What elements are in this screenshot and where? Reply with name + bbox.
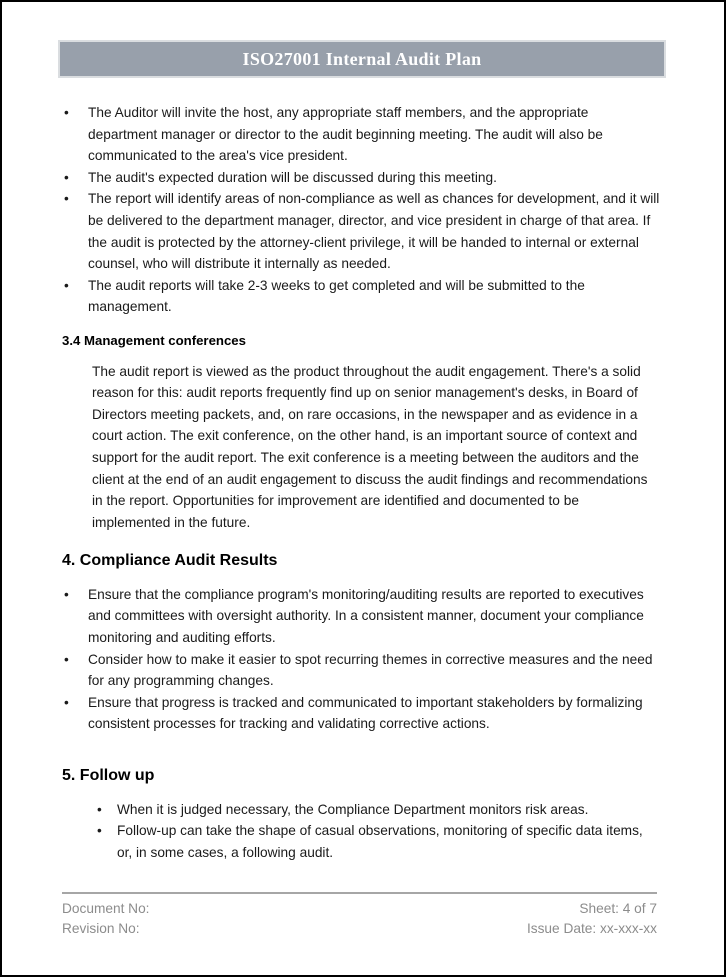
document-body (2, 102, 724, 863)
bullet-icon: • (97, 801, 102, 817)
heading-follow-up: 5. Follow up (62, 767, 155, 785)
bullet-icon: • (64, 694, 69, 710)
list-item-text: Ensure that the compliance program's monitoring/auditing results are reported to executives and committees with oversight authority. In a consistent manner, document your compliance monitoring and auditing efforts. (88, 586, 644, 646)
heading-compliance-audit-results: 4. Compliance Audit Results (62, 552, 278, 570)
follow-up-bullet-list (62, 799, 660, 864)
list-item (62, 649, 660, 692)
bullet-icon: • (97, 823, 102, 839)
title-banner (58, 40, 666, 78)
list-item (62, 188, 660, 274)
footer-row (62, 899, 657, 919)
bullet-icon: • (64, 586, 69, 602)
document-no-label: Document No: (62, 901, 150, 916)
list-item (62, 584, 660, 649)
list-item (62, 820, 660, 863)
bullet-icon: • (64, 105, 69, 120)
list-item-text: The audit reports will take 2-3 weeks to get completed and will be submitted to the management. (88, 277, 585, 315)
page-title: ISO27001 Internal Audit Plan (242, 49, 482, 69)
sheet-number: Sheet: 4 of 7 (579, 901, 657, 916)
bullet-icon: • (64, 191, 69, 207)
list-item-text: Ensure that progress is tracked and communicated to important stakeholders by formalizing consistent processes for tracking and validating corrective actions. (88, 694, 643, 732)
revision-no-label: Revision No: (62, 921, 140, 936)
list-item (62, 799, 660, 821)
list-item-text: The audit's expected duration will be discussed during this meeting. (88, 169, 497, 185)
issue-date: Issue Date: xx-xxx-xx (526, 921, 657, 936)
bullet-icon: • (64, 651, 69, 667)
list-item-text: Consider how to make it easier to spot recurring themes in corrective measures and the need for any programming changes. (88, 651, 653, 689)
list-item (62, 275, 660, 318)
list-item-text: When it is judged necessary, the Compliance Department monitors risk areas. (117, 801, 589, 817)
list-item (62, 167, 660, 189)
list-item-text: Follow-up can take the shape of casual observations, monitoring of specific data items, or, in some cases, a following audit. (117, 823, 643, 860)
list-item (62, 102, 660, 167)
list-item-text: The report will identify areas of non-compliance as well as chances for development, and it will be delivered to the department manager, director, and vice president in charge of that area. If the audit is protected by the attorney-client privilege, it will be handed to internal or external counsel, who will distribute it internally as needed. (88, 191, 660, 272)
list-item (62, 692, 660, 735)
bullet-icon: • (64, 169, 69, 185)
heading-management-conferences: 3.4 Management conferences (62, 332, 246, 348)
intro-bullet-list (62, 102, 660, 318)
bullet-icon: • (64, 277, 69, 293)
compliance-bullet-list (62, 584, 660, 735)
list-item-text: The Auditor will invite the host, any appropriate staff members, and the appropriate department manager or director to the audit beginning meeting. The audit will also be communicated to the area's vice president. (88, 105, 603, 164)
management-conferences-paragraph: The audit report is viewed as the product throughout the audit engagement. There's a solid reason for this: audit reports frequently find up on senior management's desks, in Board of Directors meeting packets, and, on rare occasions, in the newspaper and as evidence in a court action. The exit conference, on the other hand, is an important source of context and support for the audit report. The exit conference is a meeting between the auditors and the client at the end of an audit engagement to discuss the audit findings and recommendations in the report. Opportunities for improvement are identified and documented to be implemented in the future. (92, 363, 648, 530)
footer-row (62, 919, 657, 939)
page-footer (62, 892, 657, 939)
